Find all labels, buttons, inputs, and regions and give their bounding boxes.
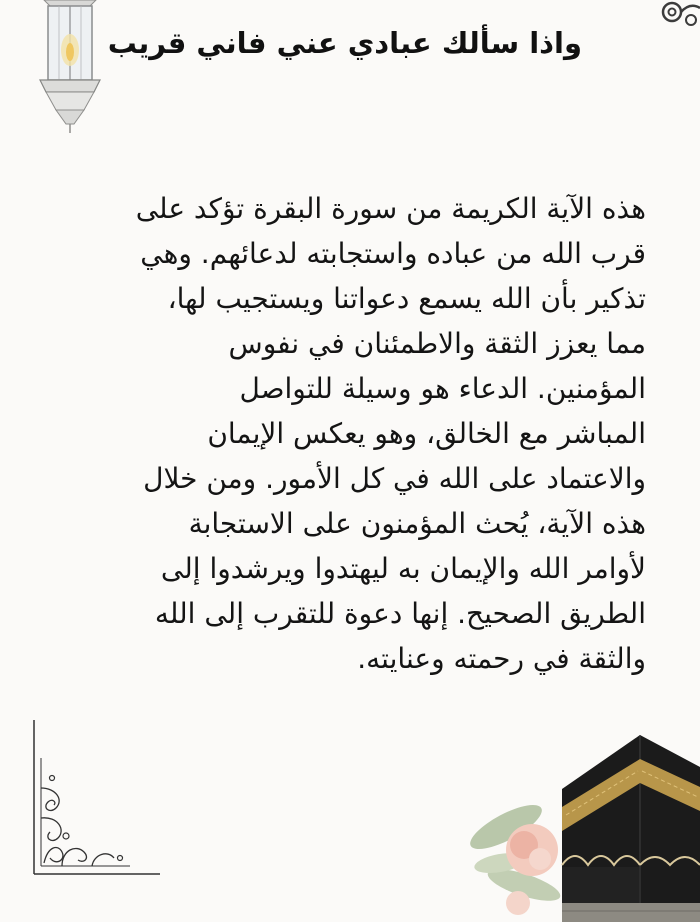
page-title: واذا سألك عبادي عني فاني قريب bbox=[107, 26, 582, 60]
paragraph-line: مما يعزز الثقة والاطمئنان في نفوس bbox=[228, 327, 646, 360]
paragraph-line: المؤمنين. الدعاء هو وسيلة للتواصل bbox=[239, 372, 646, 405]
paragraph-line: والاعتماد على الله في كل الأمور. ومن خلال bbox=[143, 462, 646, 495]
paragraph-line: والثقة في رحمته وعنايته. bbox=[357, 642, 646, 675]
kaaba-illustration bbox=[470, 735, 700, 922]
paragraph-line: هذه الآية، يُحث المؤمنون على الاستجابة bbox=[188, 507, 646, 540]
paragraph-line: قرب الله من عباده واستجابته لدعائهم. وهي bbox=[140, 237, 646, 270]
paragraph-line: تذكير بأن الله يسمع دعواتنا ويستجيب لها، bbox=[167, 282, 646, 315]
paragraph-line: الطريق الصحيح. إنها دعوة للتقرب إلى الله bbox=[154, 597, 646, 630]
paragraph-line: المباشر مع الخالق، وهو يعكس الإيمان bbox=[207, 417, 646, 450]
paragraph-line: لأوامر الله والإيمان به ليهتدوا ويرشدوا إلى bbox=[160, 552, 646, 585]
corner-ornament-frame bbox=[22, 718, 172, 883]
body-paragraph bbox=[56, 186, 646, 681]
paragraph-line: هذه الآية الكريمة من سورة البقرة تؤكد على bbox=[135, 192, 646, 225]
swirl-ornament-icon bbox=[656, 0, 700, 28]
lantern-icon bbox=[30, 0, 110, 135]
